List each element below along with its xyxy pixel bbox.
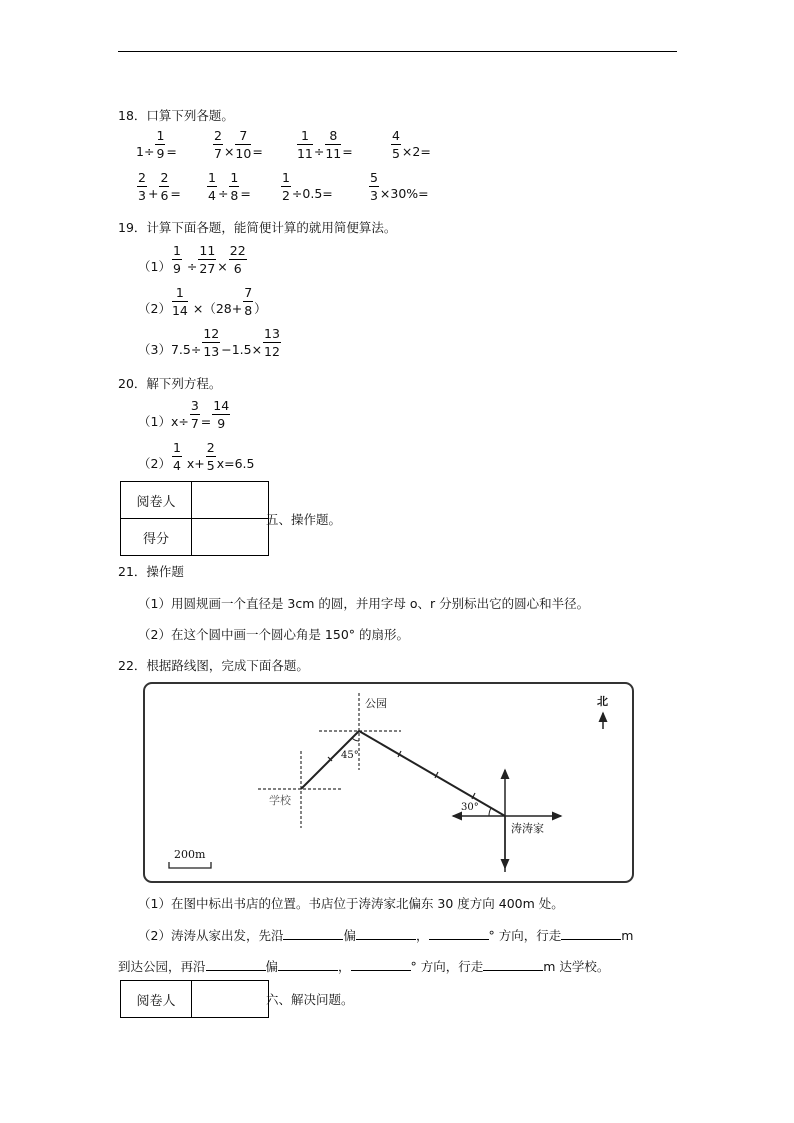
score-label: 得分 xyxy=(121,519,192,556)
q19-part2: （2） $\frac{1}{14}$ ×（28+ $\frac{7}{8}$ ） xyxy=(138,285,267,318)
q18-row2: $\frac{2}{3}$ + $\frac{2}{6}$ = $\frac{1}{4}$ ÷ $\frac{1}{8}$ = $\frac{1}{2}$ ÷0.5= $\frac{5}{3}$ ×30%= xyxy=(138,170,429,203)
q20-part1: （1）x÷ $\frac{3}{7}$ = $\frac{14}{9}$ xyxy=(138,398,230,431)
q20-title: 20．解下列方程。 xyxy=(118,376,222,391)
answer-blank[interactable] xyxy=(561,927,621,940)
angle-30-arc xyxy=(489,808,491,816)
q18-row1: 1÷ $\frac{1}{9}$ = $\frac{2}{7}$ × $\frac{7}{10}$ = $\frac{1}{11}$ ÷ $\frac{8}{11}$ = $\frac{4}{5}$ ×2= xyxy=(136,128,431,161)
grader-table-2 xyxy=(120,980,269,1018)
reviewer-cell[interactable] xyxy=(192,482,269,519)
answer-blank[interactable] xyxy=(206,958,266,971)
park-label: 公园 xyxy=(365,697,387,710)
q19-part1: （1） $\frac{1}{9}$ ÷ $\frac{11}{27}$ × $\frac{22}{6}$ xyxy=(138,243,246,276)
route-park-home xyxy=(359,731,505,816)
home-label: 涛涛家 xyxy=(511,822,544,835)
answer-blank[interactable] xyxy=(356,927,416,940)
section-5-heading: 五、操作题。 xyxy=(266,512,342,527)
grader-table-1 xyxy=(120,481,269,556)
reviewer-label: 阅卷人 xyxy=(121,981,192,1018)
route-map xyxy=(143,682,634,883)
q21-part2: （2）在这个圆中画一个圆心角是 150° 的扇形。 xyxy=(138,627,410,642)
angle-45-arc xyxy=(352,738,359,741)
q19-title: 19．计算下面各题，能简便计算的就用简便算法。 xyxy=(118,220,397,235)
north-label: 北 xyxy=(597,695,608,708)
q21-part1: （1）用圆规画一个直径是 3cm 的圆，并用字母 o、r 分别标出它的圆心和半径。 xyxy=(138,596,590,611)
q22-part1: （1）在图中标出书店的位置。书店位于涛涛家北偏东 30 度方向 400m 处。 xyxy=(138,896,564,911)
q19-part3: （3）7.5÷ $\frac{12}{13}$ −1.5× $\frac{13}{12}$ xyxy=(138,326,280,359)
header-rule xyxy=(118,51,677,52)
answer-blank[interactable] xyxy=(429,927,489,940)
answer-blank[interactable] xyxy=(351,958,411,971)
school-label: 学校 xyxy=(269,794,291,807)
answer-blank[interactable] xyxy=(283,927,343,940)
scale-bar xyxy=(169,862,211,868)
score-cell[interactable] xyxy=(192,519,269,556)
q22-title: 22．根据路线图，完成下面各题。 xyxy=(118,658,309,673)
reviewer-cell[interactable] xyxy=(192,981,269,1018)
angle-45-label: 45° xyxy=(341,750,359,761)
route-map-svg xyxy=(143,682,634,883)
q22-part2-line2: 到达公园，再沿 偏 ， ° 方向，行走 m 达学校。 xyxy=(118,959,610,974)
scale-label: 200m xyxy=(174,848,206,861)
reviewer-label: 阅卷人 xyxy=(121,482,192,519)
school-axes xyxy=(258,751,342,828)
answer-blank[interactable] xyxy=(483,958,543,971)
q21-title: 21．操作题 xyxy=(118,564,184,579)
answer-blank[interactable] xyxy=(278,958,338,971)
q20-part2: （2） $\frac{1}{4}$ x+ $\frac{2}{5}$ x=6.5 xyxy=(138,440,255,473)
angle-30-label: 30° xyxy=(461,802,479,813)
section-6-heading: 六、解决问题。 xyxy=(266,992,354,1007)
q22-part2-line1: （2）涛涛从家出发，先沿 偏 ， ° 方向，行走 m xyxy=(138,928,634,943)
q18-title: 18．口算下列各题。 xyxy=(118,108,234,123)
